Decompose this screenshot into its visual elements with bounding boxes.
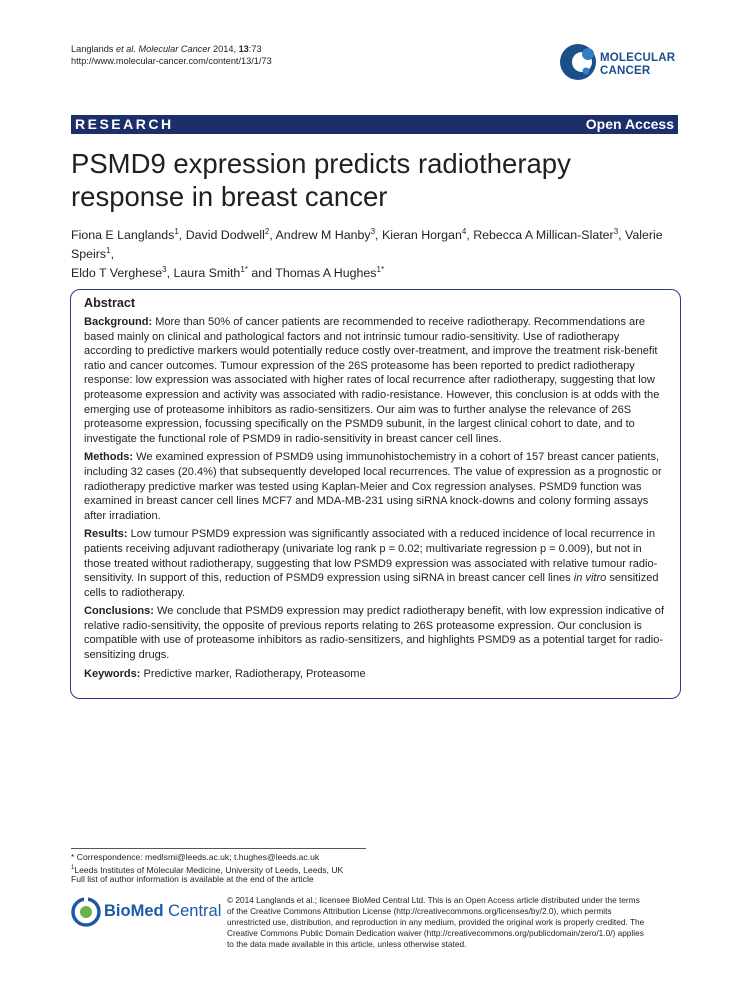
open-access-label: Open Access — [585, 116, 674, 132]
author: Kieran Horgan$^4$ — [381, 226, 467, 242]
section-label: RESEARCH — [75, 116, 174, 132]
abstract-methods: Methods: We examined expression of PSMD9 using immunohistochemistry in a cohort of 157 breast cancer patients, including 32 cases (20.4%) that subsequently developed local recurrences. The value of expression as a prognostic or radiotherapy predictive marker was tested using Kaplan-Meier and Cox regression analyses. PSMD9 function was examined in breast cancer cell lines MCF7 and MDA-MB-231 using siRNA knock-downs and colony forming assays after irradiation. — [84, 451, 662, 522]
journal-logo-line2: CANCER — [600, 65, 651, 77]
molecular-cancer-logo — [558, 38, 688, 88]
author-info-note: Full list of author information is available at the end of the article — [71, 874, 314, 884]
article-title: PSMD9 expression predicts radiotherapy response in breast cancer — [71, 148, 571, 212]
author-list: Fiona E Langlands$^1$, David Dodwell$^2$, Andrew M Hanby$^3$, Kieran Horgan$^4$, Rebecca A Millican-Slater$^3$, Valerie Speirs$^1$, Eldo T Verghese$^3$, Laura Smith$^{1*}$ and Thomas A Hughes$^{1*}$ — [71, 226, 663, 280]
authors-and: and — [251, 266, 273, 280]
abstract-results: Results: Low tumour PSMD9 expression was significantly associated with a reduced incidence of local recurrence in patients receiving adjuvant radiotherapy (univariate log rank p = 0.02; multivariate regression p = 0.009), but not in those treated without radiotherapy, suggesting that low PSMD9 expression was associated with relative tumour radio-sensitivity. In support of this, reduction of PSMD9 expression using siRNA in breast cancer cell lines in vitro sensitized cells to radiotherapy. — [84, 528, 659, 599]
correspondence-note: * Correspondence: medlsmi@leeds.ac.uk; t.hughes@leeds.ac.uk — [71, 852, 320, 862]
author: Valerie Speirs$^1$ — [71, 228, 663, 261]
molecular-cancer-logo-icon — [558, 42, 598, 82]
author: Eldo T Verghese$^3$ — [71, 264, 167, 280]
abstract-keywords: Keywords: Predictive marker, Radiotherapy, Proteasome — [84, 667, 366, 680]
abstract-heading: Abstract — [84, 296, 136, 310]
author: Rebecca A Millican-Slater$^3$ — [473, 226, 619, 242]
author: Thomas A Hughes$^{1*}$ — [275, 264, 385, 280]
journal-logo-line1: MOLECULAR — [600, 52, 676, 64]
abstract-background: Background: More than 50% of cancer patients are recommended to receive radiotherapy. Recommendations are based mainly on clinical and pathological factors and not intrinsic tumour radio-sensitivity. Use of radiotherapy according to predictive markers would potentially reduce costly over-treatment, and improve the treatment risk-benefit ratio and cancer outcomes. Tumour expression of the 26S proteasome has been reported to predict radiotherapy response: low expression was associated with higher rates of local recurrence after radiotherapy, suggesting that low proteasome expression and activity was associated with radio-resistance. However, this conclusion is at odds with the emerging use of proteasome inhibitors as radio-sensitizers. Our aim was to further analyse the relevance of 26S proteasome expression, focussing specifically on the PSMD9 subunit, in the largest clinical cohort to date, and to investigate the functional role of PSMD9 in radio-sensitivity in breast cancer cell lines. — [84, 316, 660, 445]
citation-authors: Langlands — [71, 44, 116, 54]
citation-volume: 13 — [238, 44, 249, 54]
biomed-central-wordmark: BioMed Central — [104, 902, 222, 920]
biomed-central-logo — [71, 894, 221, 934]
license-text: © 2014 Langlands et al.; licensee BioMed Central Ltd. This is an Open Access article distributed under the terms of the Creative Commons Attribution License (http://creativecommons.org/licenses/by/2.0), which permits unrestricted use, distribution, and reproduction in any medium, provided the original work is properly credited. The Creative Commons Public Domain Dedication waiver (http://creativecommons.org/publicdomain/zero/1.0/) applies to the data made available in this article, unless otherwise stated. — [227, 895, 645, 949]
citation-article: :73 — [248, 44, 262, 54]
author: Andrew M Hanby$^3$ — [275, 226, 376, 242]
citation-journal: Molecular Cancer — [135, 44, 211, 54]
affiliation-note: $^1$Leeds Institutes of Molecular Medicine, University of Leeds, Leeds, UK — [71, 864, 344, 875]
section-banner — [71, 115, 678, 134]
citation-etal: et al. — [115, 44, 136, 54]
author: Fiona E Langlands$^1$ — [71, 226, 179, 242]
footnote-divider — [71, 848, 366, 849]
citation-year: 2014, — [210, 44, 239, 54]
abstract-conclusions: Conclusions: We conclude that PSMD9 expression may predict radiotherapy benefit, with low expression indicative of relative radio-sensitivity, the opposite of previous reports relating to 26S proteasome expression. Our conclusion is compatible with use of proteasome inhibitors as radio-sensitizers, and highlights PSMD9 as a potential target for radio-sensitizing drugs. — [84, 605, 665, 662]
author: David Dodwell$^2$ — [185, 226, 270, 242]
abstract-box — [70, 289, 681, 699]
author: Laura Smith$^{1*}$ — [173, 264, 248, 280]
citation-line — [71, 43, 262, 55]
article-url[interactable]: http://www.molecular-cancer.com/content/13/1/73 — [71, 56, 272, 66]
biomed-central-logo-icon — [71, 897, 101, 927]
